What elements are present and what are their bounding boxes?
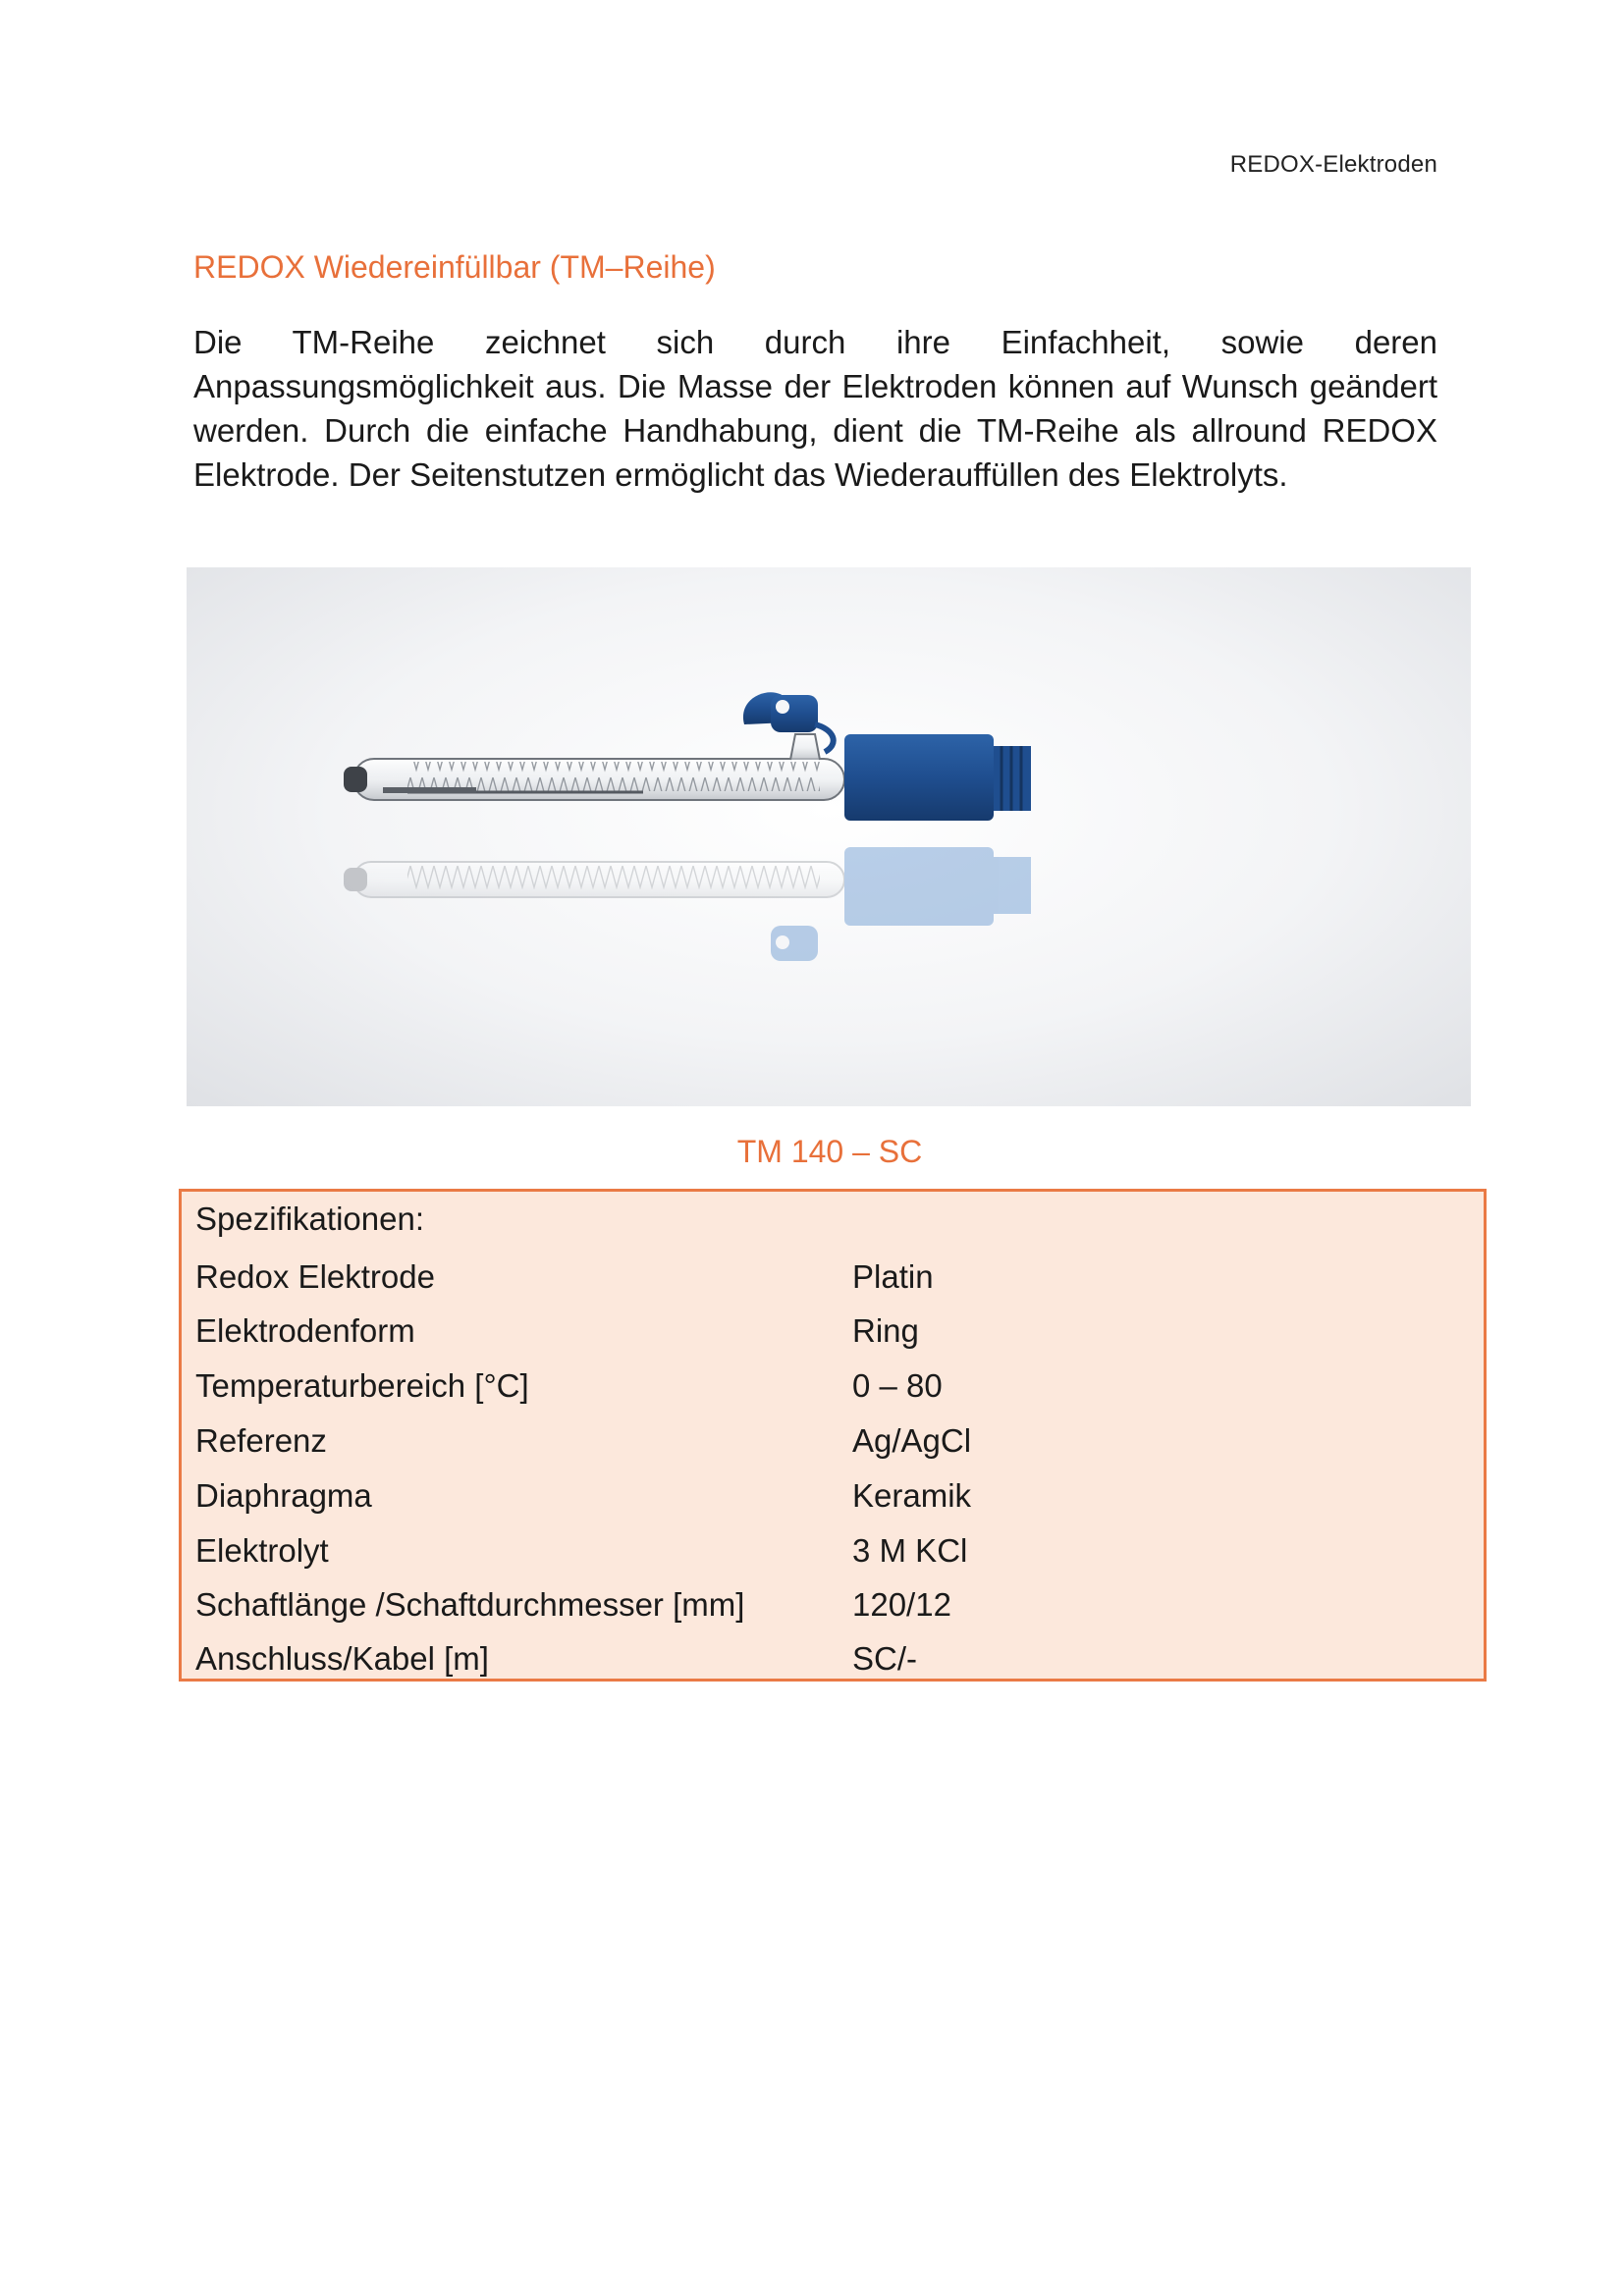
electrode-reflection <box>344 847 1031 961</box>
spec-value: Keramik <box>852 1477 972 1514</box>
spec-value: 3 M KCl <box>852 1532 968 1569</box>
spec-heading: Spezifikationen: <box>195 1201 424 1237</box>
spec-label: Redox Elektrode <box>195 1258 435 1295</box>
spec-value: SC/- <box>852 1640 917 1677</box>
section-title: REDOX Wiedereinfüllbar (TM–Reihe) <box>193 249 716 285</box>
spec-row <box>182 1312 1484 1365</box>
spec-row <box>182 1586 1484 1639</box>
product-name: TM 140 – SC <box>736 1134 923 1169</box>
spec-label: Diaphragma <box>195 1477 372 1514</box>
spec-label: Temperaturbereich [°C] <box>195 1367 529 1404</box>
intro-paragraph: Die TM-Reihe zeichnet sich durch ihre Einfachheit, sowie deren Anpassungsmöglichkeit aus. Die Masse der Elektroden können auf Wunsch geändert werden. Durch die einfache Handhabung, dient die TM-Reihe als allround REDOX Elektrode. Der Seitenstutzen ermöglicht das Wiederauffüllen des Elektrolyts. <box>193 324 1437 493</box>
spec-label: Schaftlänge /Schaftdurchmesser [mm] <box>195 1586 745 1623</box>
spec-table <box>179 1189 1487 1682</box>
spec-label: Elektrolyt <box>195 1532 329 1569</box>
electrode <box>344 692 1031 821</box>
spec-row <box>182 1367 1484 1420</box>
spec-row <box>182 1477 1484 1530</box>
spec-row <box>182 1422 1484 1475</box>
spec-value: 0 – 80 <box>852 1367 943 1404</box>
spec-row <box>182 1258 1484 1311</box>
spec-value: 120/12 <box>852 1586 951 1623</box>
running-header: REDOX-Elektroden <box>1229 151 1437 178</box>
spec-value: Ring <box>852 1312 919 1349</box>
spec-row <box>182 1640 1484 1693</box>
spec-label: Elektrodenform <box>195 1312 415 1349</box>
spec-label: Referenz <box>195 1422 327 1459</box>
spec-label: Anschluss/Kabel [m] <box>195 1640 489 1677</box>
spec-value: Ag/AgCl <box>852 1422 972 1459</box>
spec-value: Platin <box>852 1258 934 1295</box>
spec-row <box>182 1532 1484 1585</box>
electrode-illustration <box>187 567 1471 1106</box>
product-photo <box>187 567 1471 1106</box>
